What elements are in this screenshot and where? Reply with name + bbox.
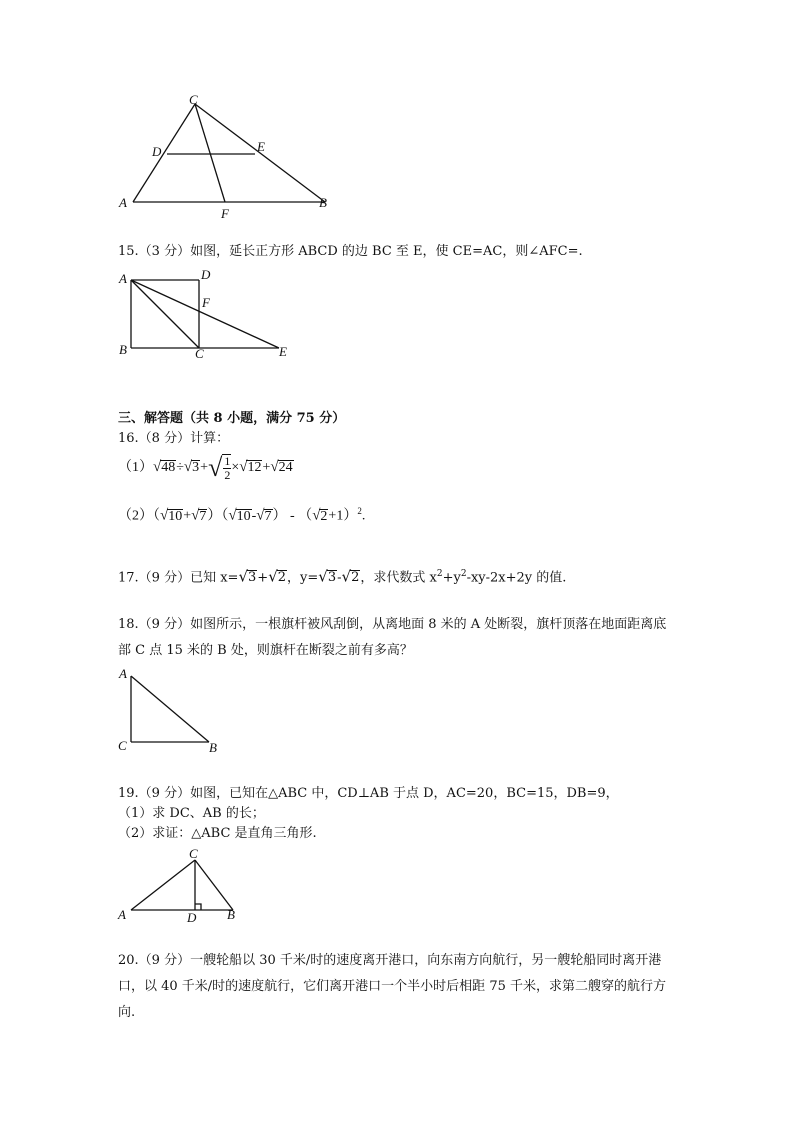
radicand: 2 [320,508,328,524]
radicand: 2 [351,570,360,586]
operator: + [200,460,209,476]
figure-flagpole [115,664,235,756]
label-b: B [209,740,217,755]
section-heading: 三、解答题（共 8 小题，满分 75 分） [118,411,346,426]
label-e: E [279,344,287,359]
figure-triangle-cd-svg [115,846,250,928]
radicand: 24 [278,460,293,476]
label-a: A [118,907,126,922]
paren: （ [221,508,229,524]
question-19-line-3: （2）求证：△ABC 是直角三角形. [118,826,317,841]
operator: + [262,460,271,476]
label-b: B [227,907,235,922]
segment-ac [133,104,195,202]
radicand: 3 [192,460,200,476]
question-15-text: 15.（3 分）如图，延长正方形 ABCD 的边 BC 至 E，使 CE=AC，则∠AFC=. [118,244,583,259]
question-16-part-2: $(2)(√10+√7)(√10-√7) - (√2+1)^2$. [118,506,366,524]
operator: - [251,508,257,524]
paren: （ [153,508,160,524]
question-20-text: 20.（9 分）一艘轮船以 30 千米/时的速度离开港口，向东南方向航行，另一艘轮船同时离开港口，以 40 千米/时的速度航行，它们离开港口一个半小时后相距 75 千米，求第二艘穿的航行方向. [118,953,666,1020]
segment-ac [131,860,195,910]
operator: + [257,570,269,586]
radicand: 12 [247,460,262,476]
part-1-label: （1） [118,460,153,476]
operator: - [337,570,342,586]
question-17-text: 17.（9 分）已知 x=√3+√2，y=√3-√2，求代数式 $x^2+y^2-xy-2x+2y$ 的值. [118,567,567,586]
segment-ae [131,280,279,348]
q17-post2: +y [442,570,461,586]
operator: × [231,460,240,476]
radicand: 2 [277,570,287,586]
q17-pre: 17.（9 分）已知 x= [118,570,239,586]
label-e: E [257,139,265,154]
operator: +1） [328,508,358,524]
radicand: 48 [161,460,176,476]
radicand: 3 [248,570,257,586]
label-c: C [195,346,204,361]
label-c: C [189,846,198,861]
fraction-numerator: 1 [224,454,231,468]
segment-cf [195,104,225,202]
question-19-line-2: （1）求 DC、AB 的长； [118,806,265,821]
paren: ） [272,508,287,524]
paren: ） [207,508,222,524]
radicand: 7 [199,508,207,524]
question-16-part-1: （1）√48÷√3+√ $\frac{1}{2}$ ×√12+√24 [118,453,293,482]
exponent: 2 [436,569,443,579]
label-b: B [319,195,327,210]
label-c: C [118,738,127,753]
label-a: A [119,271,127,286]
question-18-text: 18.（9 分）如图所示，一根旗杆被风刮倒，从离地面 8 米的 A 处断裂，旗杆顶落在地面距离底部 C 点 15 米的 B 处，则旗杆在断裂之前有多高？ [118,617,667,658]
segment-bc [195,860,233,910]
part-2-label: （2） [118,508,153,524]
q17-post: ，求代数式 x [360,570,437,586]
period: . [361,508,366,524]
label-f: F [221,206,229,221]
operator: + [183,508,192,524]
label-a: A [119,195,127,210]
label-d: D [187,910,197,925]
label-d: D [201,267,211,282]
label-c: C [189,92,198,107]
figure-square-abcd-svg [115,266,305,366]
question-19-line-1: 19.（9 分）如图，已知在△ABC 中，CD⊥AB 于点 D，AC=20，BC=15，DB=9， [118,786,619,801]
operator: ÷ [176,460,184,476]
figure-triangle-def-svg [115,92,345,222]
radicand: 3 [327,570,337,586]
figure-flagpole-svg [115,664,235,756]
segment-ab [131,676,209,742]
figure-triangle-cd [115,846,250,928]
figure-triangle-def [115,92,345,222]
radicand: 10 [168,508,183,524]
question-16-intro: 16.（8 分）计算： [118,431,230,446]
q17-mid: ，y= [287,570,319,586]
label-b: B [119,342,127,357]
exponent: 2 [357,506,362,516]
q17-post3: -xy-2x+2y 的值. [466,570,567,586]
label-d: D [152,144,162,159]
radicand: 10 [236,508,251,524]
operator: - （ [286,508,313,524]
label-a: A [119,666,127,681]
fraction-denominator: 2 [224,468,231,482]
segment-ac [131,280,199,348]
exponent: 2 [460,569,467,579]
radicand: 7 [264,508,272,524]
label-f: F [202,295,210,310]
figure-square-abcd [115,266,305,366]
